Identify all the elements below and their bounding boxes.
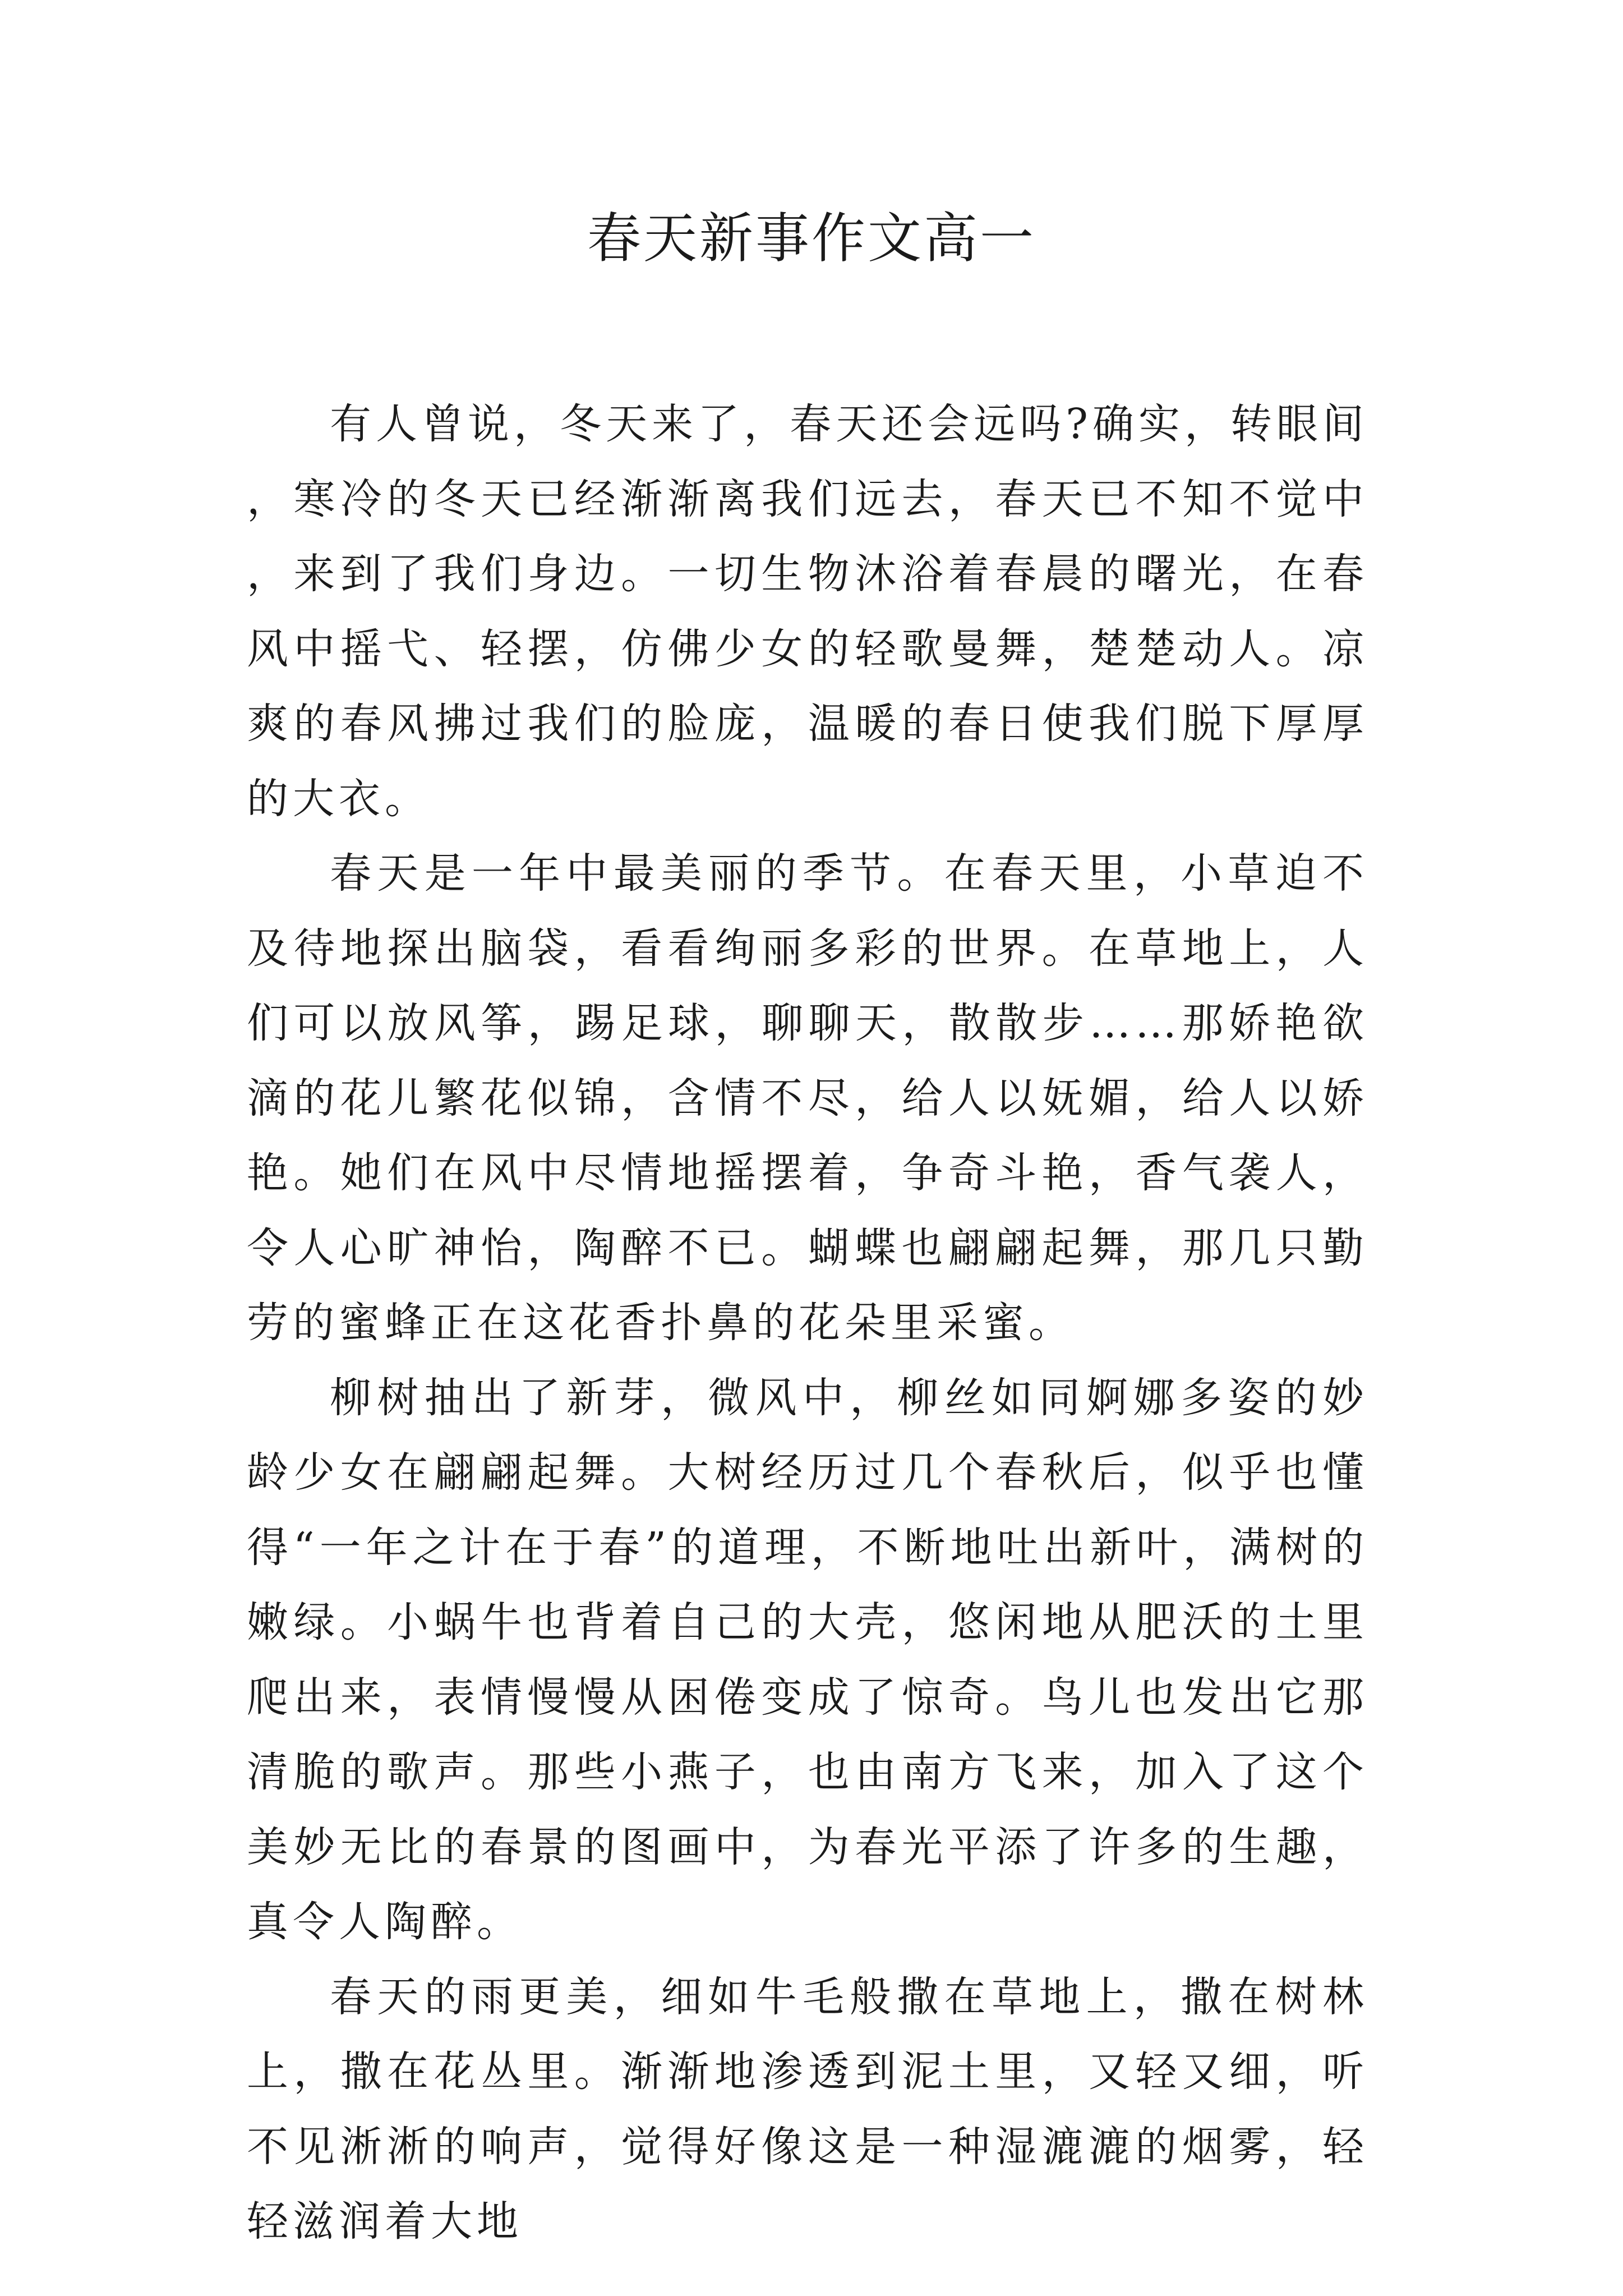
paragraph: 春天的雨更美，细如牛毛般撒在草地上，撒在树林上，撒在花丛里。渐渐地渗透到泥土里，又轻又细，听不见淅淅的响声，觉得好像这是一种湿漉漉的烟雾，轻轻滋润着大地 xyxy=(247,1972,1368,2246)
paragraph: 有人曾说，冬天来了，春天还会远吗?确实，转眼间，寒冷的冬天已经渐渐离我们远去，春天已不知不觉中，来到了我们身边。一切生物沐浴着春晨的曙光，在春风中摇弋、轻摆，仿佛少女的轻歌曼舞，楚楚动人。凉爽的春风拂过我们的脸庞，温暖的春日使我们脱下厚厚的大衣。 xyxy=(247,400,1368,823)
paragraph: 柳树抽出了新芽，微风中，柳丝如同婀娜多姿的妙龄少女在翩翩起舞。大树经历过几个春秋后，似乎也懂得“一年之计在于春”的道理，不断地吐出新叶，满树的嫩绿。小蜗牛也背着自己的大壳，悠闲地从肥沃的土里爬出来，表情慢慢从困倦变成了惊奇。鸟儿也发出它那清脆的歌声。那些小燕子，也由南方飞来，加入了这个美妙无比的春景的图画中，为春光平添了许多的生趣，真令人陶醉。 xyxy=(247,1373,1368,1946)
paragraph: 春天是一年中最美丽的季节。在春天里，小草迫不及待地探出脑袋，看看绚丽多彩的世界。在草地上，人们可以放风筝，踢足球，聊聊天，散散步……那娇艳欲滴的花儿繁花似锦，含情不尽，给人以妩媚，给人以娇艳。她们在风中尽情地摇摆着，争奇斗艳，香气袭人，令人心旷神怡，陶醉不已。蝴蝶也翩翩起舞，那几只勤劳的蜜蜂正在这花香扑鼻的花朵里采蜜。 xyxy=(247,849,1368,1347)
document-title: 春天新事作文高一 xyxy=(587,207,1036,270)
document-body xyxy=(247,387,1368,2260)
